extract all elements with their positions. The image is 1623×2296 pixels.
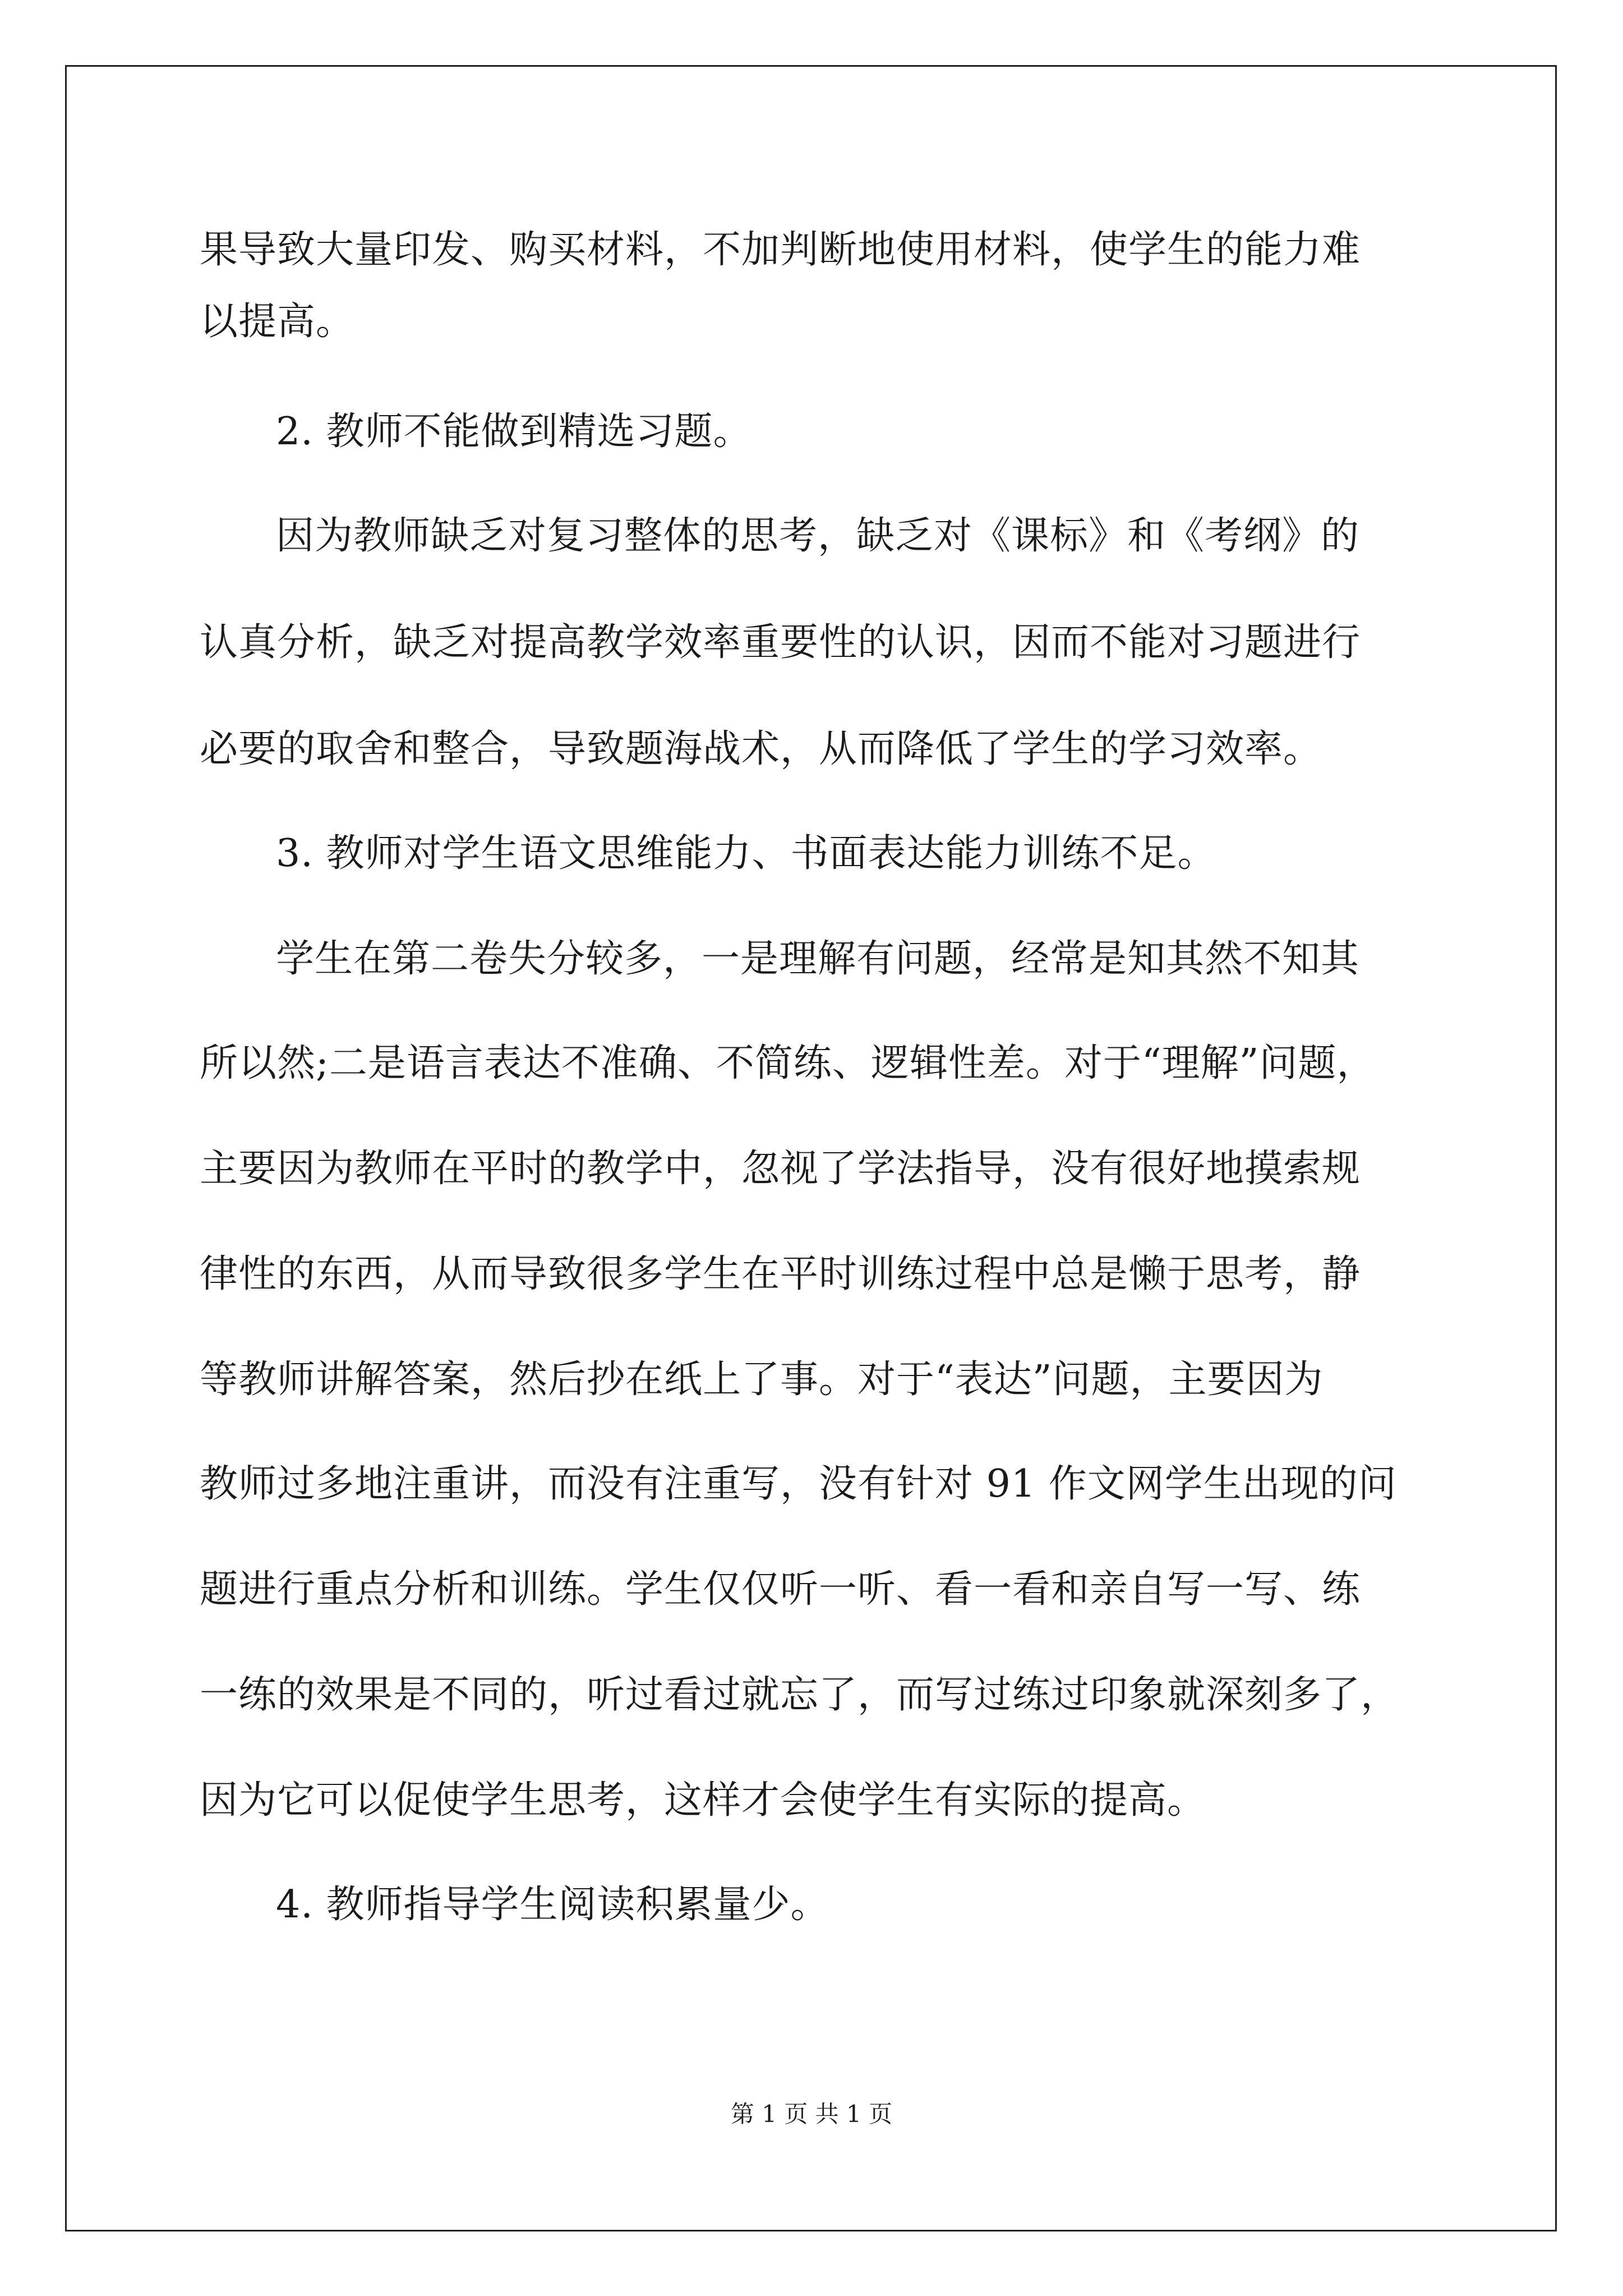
numbered-heading-2: 2. 教师不能做到精选习题。 [276,409,752,454]
text-line-14: 题进行重点分析和训练。学生仅仅听一听、看一看和亲自写一写、练 [200,1567,1361,1612]
text-line-8: 学生在第二卷失分较多，一是理解有问题，经常是知其然不知其 [276,937,1360,981]
text-line-12: 等教师讲解答案，然后抄在纸上了事。对于“表达”问题，主要因为 [200,1358,1324,1402]
text-line-1: 果导致大量印发、购买材料，不加判断地使用材料，使学生的能力难 [200,228,1361,272]
text-line-4: 因为教师缺乏对复习整体的思考，缺乏对《课标》和《考纲》的 [276,514,1360,558]
text-line-2: 以提高。 [200,300,355,344]
page-footer: 第 1 页 共 1 页 [730,2100,893,2128]
text-line-5: 认真分析，缺乏对提高教学效率重要性的认识，因而不能对习题进行 [200,620,1361,665]
text-line-9: 所以然;二是语言表达不准确、不简练、逻辑性差。对于“理解”问题， [200,1041,1376,1085]
text-line-10: 主要因为教师在平时的教学中，忽视了学法指导，没有很好地摸索规 [200,1147,1361,1191]
numbered-heading-3: 3. 教师对学生语文思维能力、书面表达能力训练不足。 [276,831,1216,876]
text-line-11: 律性的东西，从而导致很多学生在平时训练过程中总是懒于思考，静 [200,1252,1361,1296]
text-line-16: 因为它可以促使学生思考，这样才会使学生有实际的提高。 [200,1778,1206,1823]
text-line-13: 教师过多地注重讲，而没有注重写，没有针对 91 作文网学生出现的问 [200,1462,1397,1506]
text-line-6: 必要的取舍和整合，导致题海战术，从而降低了学生的学习效率。 [200,727,1322,771]
text-line-15: 一练的效果是不同的，听过看过就忘了，而写过练过印象就深刻多了， [200,1673,1400,1717]
numbered-heading-4: 4. 教师指导学生阅读积累量少。 [276,1883,829,1927]
